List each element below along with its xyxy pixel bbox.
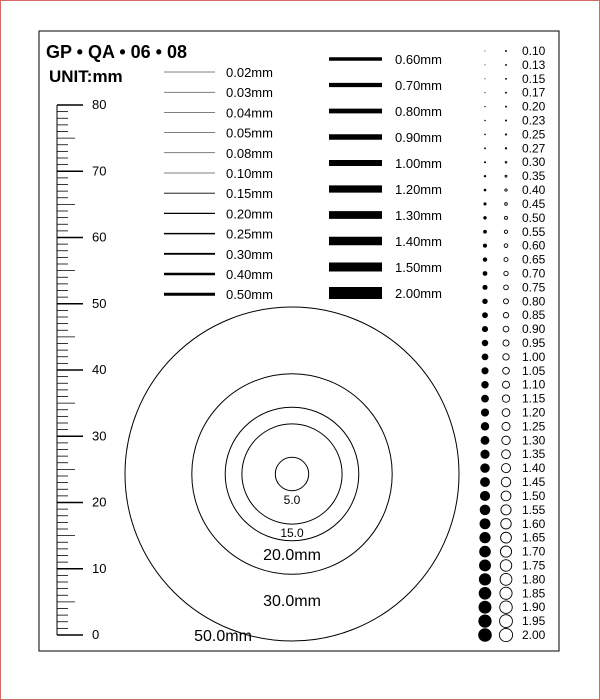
dot-label: 0.80	[522, 294, 546, 309]
line-label: 2.00mm	[395, 286, 442, 301]
filled-dot	[483, 202, 486, 205]
line-label: 0.20mm	[226, 206, 273, 222]
dot-label: 1.90	[522, 600, 546, 615]
filled-dot	[479, 601, 492, 614]
filled-dot	[484, 120, 486, 122]
filled-dot	[479, 560, 491, 572]
hollow-dot	[501, 477, 510, 486]
hollow-dot	[500, 601, 513, 614]
circle-label: 15.0	[280, 526, 304, 540]
circle-label: 20.0mm	[263, 547, 321, 564]
hollow-dot	[505, 216, 508, 219]
hollow-dot	[505, 148, 506, 149]
filled-dot	[484, 189, 487, 192]
filled-dot	[481, 381, 488, 388]
filled-dot	[484, 175, 486, 177]
hollow-dot	[501, 505, 511, 515]
hollow-dot	[502, 436, 510, 444]
ruler-label: 30	[92, 428, 107, 444]
hollow-dot	[500, 587, 512, 599]
dot-label: 0.45	[522, 196, 546, 211]
filled-dot	[479, 546, 491, 558]
dot-label: 1.85	[522, 586, 546, 601]
line-label: 0.10mm	[226, 166, 273, 181]
filled-dot	[481, 408, 489, 416]
dot-label: 1.80	[522, 572, 546, 587]
filled-dot	[485, 64, 486, 65]
dot-label: 1.30	[522, 433, 546, 448]
filled-dot	[483, 230, 487, 234]
dot-label: 0.55	[522, 224, 546, 239]
dot-label: 0.20	[522, 99, 546, 114]
dot-label: 1.50	[522, 488, 546, 503]
dot-label: 0.27	[522, 141, 546, 156]
dot-label: 0.60	[522, 238, 546, 253]
line-label: 0.25mm	[226, 226, 273, 242]
dot-label: 0.30	[522, 155, 546, 170]
dot-label: 1.65	[522, 530, 546, 545]
hollow-dot	[505, 134, 506, 135]
hollow-dot	[505, 175, 507, 177]
dot-label: 1.60	[522, 516, 546, 531]
line-label: 1.50mm	[395, 260, 442, 275]
filled-dot	[481, 367, 488, 374]
filled-dot	[484, 92, 485, 93]
dot-label: 0.17	[522, 85, 546, 100]
dot-label: 1.35	[522, 447, 546, 462]
hollow-dot	[502, 409, 510, 417]
hollow-dot	[503, 326, 509, 332]
filled-dot	[484, 161, 486, 163]
hollow-dot	[505, 161, 507, 163]
hollow-dot	[502, 395, 509, 402]
dot-label: 1.00	[522, 349, 546, 364]
hollow-dot	[503, 313, 508, 318]
line-label: 0.40mm	[226, 267, 273, 282]
line-label: 0.80mm	[395, 104, 442, 119]
gauge-circle	[225, 407, 359, 541]
dot-label: 1.20	[522, 405, 546, 420]
hollow-dot	[500, 573, 512, 585]
thick-line-gauge	[329, 52, 442, 301]
line-label: 0.03mm	[226, 85, 273, 101]
ruler-label: 0	[92, 627, 100, 642]
filled-dot	[482, 354, 489, 361]
hollow-dot	[500, 546, 511, 557]
dot-label: 0.70	[522, 266, 546, 281]
circle-label: 5.0	[283, 493, 301, 507]
hollow-dot	[506, 92, 507, 93]
line-label: 0.90mm	[395, 130, 442, 145]
gauge-circle	[192, 374, 392, 574]
dot-label: 1.15	[522, 391, 546, 406]
hollow-dot	[503, 367, 510, 374]
filled-dot	[485, 51, 486, 52]
circle-label: 50.0mm	[194, 628, 252, 645]
hollow-dot	[506, 78, 507, 79]
hollow-dot	[501, 491, 511, 501]
filled-dot	[484, 78, 485, 79]
filled-dot	[480, 518, 491, 529]
dot-label: 0.10	[522, 44, 546, 58]
filled-dot	[480, 450, 489, 459]
line-label: 1.20mm	[395, 182, 442, 197]
ruler	[57, 97, 106, 642]
hollow-dot	[502, 422, 510, 430]
filled-dot	[481, 436, 490, 445]
line-label: 0.50mm	[226, 287, 273, 303]
filled-dot	[483, 216, 486, 219]
filled-dot	[482, 299, 487, 304]
dot-label: 1.70	[522, 544, 546, 559]
line-label: 0.05mm	[226, 125, 273, 141]
dot-label: 1.95	[522, 614, 546, 629]
filled-dot	[481, 395, 489, 403]
hollow-dot	[504, 285, 509, 290]
dot-label: 2.00	[522, 628, 546, 642]
dot-label: 0.95	[522, 336, 546, 350]
hollow-dot	[504, 244, 508, 248]
circle-gauge	[125, 307, 459, 645]
ruler-label: 80	[92, 97, 107, 112]
gauge-circle	[275, 457, 308, 490]
dot-label: 0.65	[522, 252, 546, 267]
hollow-dot	[506, 106, 507, 107]
filled-dot	[479, 573, 491, 585]
ruler-label: 50	[92, 295, 107, 311]
card-title: GP • QA • 06 • 08	[46, 42, 187, 62]
filled-dot	[480, 505, 491, 516]
line-label: 0.04mm	[226, 105, 273, 121]
hollow-dot	[506, 64, 507, 65]
hollow-dot	[503, 340, 509, 346]
dot-label: 1.45	[522, 475, 546, 490]
dot-label: 0.50	[522, 210, 546, 225]
filled-dot	[484, 147, 486, 149]
filled-dot	[483, 271, 488, 276]
circle-label: 30.0mm	[263, 593, 321, 610]
dot-label: 0.40	[522, 183, 546, 198]
hollow-dot	[500, 615, 513, 628]
line-label: 0.02mm	[226, 65, 273, 80]
hollow-dot	[505, 120, 506, 121]
filled-dot	[480, 491, 490, 501]
thin-line-gauge	[164, 65, 273, 302]
hollow-dot	[500, 560, 512, 572]
ruler-label: 60	[92, 229, 107, 245]
filled-dot	[484, 106, 485, 107]
gauge-circle	[125, 307, 459, 641]
dot-label: 1.25	[522, 419, 546, 434]
hollow-dot	[505, 203, 508, 206]
hollow-dot	[501, 464, 510, 473]
ruler-label: 40	[92, 362, 107, 377]
filled-dot	[480, 463, 490, 473]
hollow-dot	[502, 381, 509, 388]
ruler-label: 10	[92, 560, 107, 576]
hollow-dot	[501, 519, 511, 529]
dot-label: 1.10	[522, 377, 546, 392]
hollow-dot	[503, 354, 509, 360]
filled-dot	[481, 422, 490, 431]
dot-label: 1.75	[522, 558, 546, 573]
hollow-dot	[505, 189, 507, 191]
hollow-dot	[502, 450, 511, 459]
ruler-label: 70	[92, 163, 107, 179]
line-label: 0.60mm	[395, 52, 442, 67]
dot-label: 0.13	[522, 57, 546, 72]
hollow-dot	[501, 532, 512, 543]
hollow-dot	[499, 628, 512, 641]
gauge-circle	[242, 424, 342, 524]
filled-dot	[483, 257, 487, 261]
dot-gauge	[478, 44, 545, 642]
dot-label: 1.40	[522, 461, 546, 476]
dot-label: 1.05	[522, 363, 546, 378]
filled-dot	[484, 134, 486, 136]
dot-label: 0.23	[522, 113, 546, 128]
hollow-dot	[504, 271, 508, 275]
hollow-dot	[503, 299, 508, 304]
filled-dot	[480, 477, 490, 487]
filled-dot	[483, 244, 487, 248]
filled-dot	[482, 326, 488, 332]
line-label: 0.70mm	[395, 78, 442, 93]
dot-label: 1.55	[522, 502, 546, 517]
line-label: 1.40mm	[395, 234, 442, 249]
line-label: 0.08mm	[226, 145, 273, 161]
filled-dot	[482, 312, 488, 318]
unit-label: UNIT:mm	[49, 67, 123, 86]
filled-dot	[479, 532, 490, 543]
hollow-dot	[504, 230, 507, 233]
filled-dot	[479, 587, 492, 600]
line-label: 1.30mm	[395, 208, 442, 223]
ruler-label: 20	[92, 494, 107, 510]
line-label: 0.15mm	[226, 186, 273, 202]
filled-dot	[482, 285, 487, 290]
dot-label: 0.25	[522, 127, 546, 142]
dot-label: 0.35	[522, 169, 546, 184]
line-label: 1.00mm	[395, 156, 442, 171]
filled-dot	[478, 614, 491, 627]
hollow-dot	[506, 51, 507, 52]
line-label: 0.30mm	[226, 246, 273, 262]
filled-dot	[482, 340, 488, 346]
dot-label: 0.85	[522, 308, 546, 323]
filled-dot	[478, 628, 492, 642]
hollow-dot	[504, 258, 508, 262]
dot-label: 0.90	[522, 322, 546, 337]
dot-label: 0.15	[522, 71, 546, 86]
dot-label: 0.75	[522, 280, 546, 295]
